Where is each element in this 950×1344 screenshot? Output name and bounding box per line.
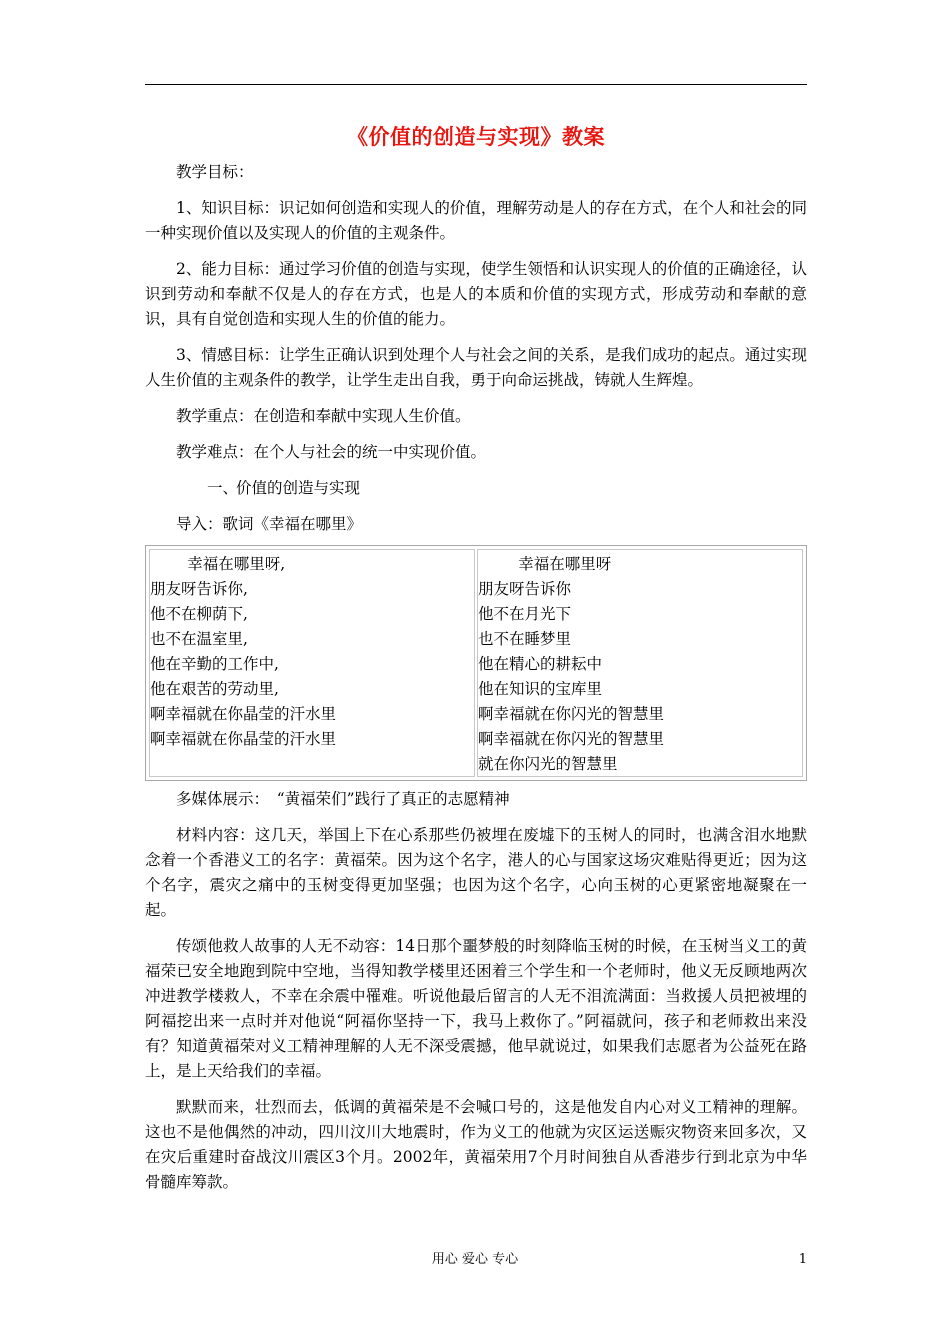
section-heading: [145, 476, 807, 501]
lyric-line: 朋友呀告诉你,: [150, 580, 248, 598]
page-title: 《价值的创造与实现》教案: [347, 124, 605, 149]
lyric-line: 他在知识的宝库里: [478, 680, 603, 698]
section-number: 一、: [207, 479, 239, 497]
lyric-line: 也不在温室里,: [150, 630, 248, 648]
page-number: 1: [798, 1252, 807, 1267]
document-body: [145, 160, 807, 1195]
lyric-line: 他在精心的耕耘中: [478, 655, 603, 673]
header-rule: [145, 84, 807, 85]
story-paragraph: 传颂他救人故事的人无不动容：14日那个噩梦般的时刻降临玉树的时候，在玉树当义工的黄福荣已安全地跑到院中空地，当得知教学楼里还困着三个学生和一个老师时，他义无反顾地两次冲进教学楼救人，不幸在余震中罹难。听说他最后留言的人无不泪流满面：当救援人员把被埋的阿福挖出来一点时并对他说“阿福你坚持一下，我马上救你了。”阿福就问，孩子和老师救出来没有？知道黄福荣对义工精神理解的人无不深受震撼，他早就说过，如果我们志愿者为公益死在路上，是上天给我们的幸福。: [145, 937, 807, 1080]
lyric-line: 他在艰苦的劳动里,: [150, 680, 279, 698]
difficulty: 教学难点：在个人与社会的统一中实现价值。: [176, 443, 487, 461]
lyrics-table: [145, 545, 807, 781]
lyric-line: 也不在睡梦里: [478, 630, 572, 648]
lyric-line: 他在辛勤的工作中,: [150, 655, 279, 673]
lyric-line: 幸福在哪里呀,: [187, 555, 286, 573]
lyrics-right-column: [477, 549, 803, 777]
lyric-line: 幸福在哪里呀: [518, 555, 612, 573]
intro-line: 导入：歌词《幸福在哪里》: [176, 515, 363, 533]
lyric-line: 就在你闪光的智慧里: [478, 755, 618, 773]
footer-motto: 用心 爱心 专心: [431, 1252, 519, 1267]
lyric-line: 他不在月光下: [478, 605, 572, 623]
closing-paragraph: 默默而来，壮烈而去，低调的黄福荣是不会喊口号的，这是他发自内心对义工精神的理解。这也不是他偶然的冲动，四川汶川大地震时，作为义工的他就为灾区运送赈灾物资来回多次，又在灾后重建时奋战汶川震区3个月。2002年，黄福荣用7个月时间独自从香港步行到北京为中华骨髓库筹款。: [145, 1098, 807, 1191]
lyric-line: 啊幸福就在你闪光的智慧里: [478, 705, 665, 723]
multimedia-line: 多媒体展示： “黄福荣们”践行了真正的志愿精神: [176, 790, 510, 808]
key-point: 教学重点：在创造和奉献中实现人生价值。: [176, 407, 471, 425]
material-paragraph: 材料内容：这几天，举国上下在心系那些仍被埋在废墟下的玉树人的同时，也满含泪水地默念着一个香港义工的名字：黄福荣。因为这个名字，港人的心与国家这场灾难贴得更近；因为这个名字，震灾之痛中的玉树变得更加坚强；也因为这个名字，心向玉树的心更紧密地凝聚在一起。: [145, 826, 807, 919]
lyrics-left-column: [149, 549, 475, 777]
section-title: 价值的创造与实现: [236, 479, 361, 497]
lyric-line: 啊幸福就在你闪光的智慧里: [478, 730, 665, 748]
objective-ability: 2、能力目标：通过学习价值的创造与实现，使学生领悟和认识实现人的价值的正确途径，认识到劳动和奉献不仅是人的存在方式，也是人的本质和价值的实现方式，形成劳动和奉献的意识，具有自觉创造和实现人生的价值的能力。: [145, 260, 807, 328]
lyric-line: 他不在柳荫下,: [150, 605, 248, 623]
lyric-line: 啊幸福就在你晶莹的汗水里: [150, 705, 337, 723]
lyric-line: 啊幸福就在你晶莹的汗水里: [150, 730, 337, 748]
objective-emotion: 3、情感目标：让学生正确认识到处理个人与社会之间的关系，是我们成功的起点。通过实现人生价值的主观条件的教学，让学生走出自我，勇于向命运挑战，铸就人生辉煌。: [145, 346, 807, 389]
objective-knowledge: 1、知识目标：识记如何创造和实现人的价值，理解劳动是人的存在方式，在个人和社会的同一种实现价值以及实现人的价值的主观条件。: [145, 199, 807, 242]
objectives-heading: 教学目标：: [176, 163, 254, 181]
lyric-line: 朋友呀告诉你: [478, 580, 572, 598]
